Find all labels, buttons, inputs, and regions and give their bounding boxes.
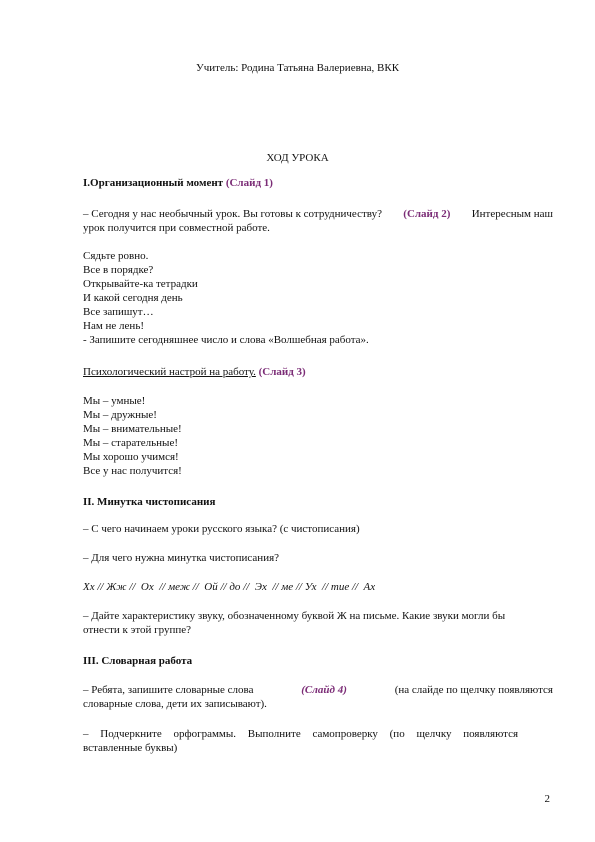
chant-line: Мы – умные! [83, 395, 146, 407]
instruction-line: - Запишите сегодняшнее число и слова «Волшебная работа». [83, 334, 369, 346]
poem-line: Открывайте-ка тетрадки [83, 278, 198, 290]
section3-heading: III. Словарная работа [83, 655, 193, 667]
poem-line: Сядьте ровно. [83, 250, 149, 262]
page-title: ХОД УРОКА [266, 152, 329, 164]
psych-line [83, 366, 306, 378]
paragraph-text: – Сегодня у нас необычный урок. Вы готовы к сотрудничеству? [83, 208, 382, 220]
section1-paragraph-line1 [83, 208, 553, 220]
task-line: отнести к этой группе? [83, 624, 192, 636]
slide-ref: (Слайд 4) [301, 684, 347, 696]
slide-ref: (Слайд 3) [258, 366, 306, 378]
poem-line: И какой сегодня день [83, 292, 183, 304]
chant-line: Все у нас получится! [83, 465, 182, 477]
chant-line: Мы – дружные! [83, 409, 157, 421]
paragraph-text: – Ребята, запишите словарные слова [83, 684, 254, 696]
chant-line: Мы хорошо учимся! [83, 451, 179, 463]
section3-paragraph1-line1 [83, 684, 553, 696]
psych-heading: Психологический настрой на работу. [83, 366, 256, 378]
chant-line: Мы – старательные! [83, 437, 178, 449]
chant-line: Мы – внимательные! [83, 423, 182, 435]
section1-paragraph-line2: урок получится при совместной работе. [83, 222, 270, 234]
section1-heading: I.Организационный момент [83, 177, 224, 189]
teacher-header: Учитель: Родина Татьяна Валериевна, ВКК [195, 62, 400, 74]
section3-paragraph1-line2: словарные слова, дети их записывают). [83, 698, 267, 710]
slide-ref: (Слайд 2) [403, 208, 451, 220]
task-line: – Дайте характеристику звуку, обозначенному буквой Ж на письме. Какие звуки могли бы [83, 610, 506, 622]
poem-line: Все запишут… [83, 306, 154, 318]
section3-paragraph2-line2: вставленные буквы) [83, 742, 178, 754]
poem-line: Все в порядке? [83, 264, 154, 276]
question-line: – С чего начинаем уроки русского языка? (с чистописания) [83, 523, 360, 535]
paragraph-text: – Подчеркните орфограммы. Выполните самопроверку (по щелчку появляются [83, 728, 519, 740]
slide-ref: (Слайд 1) [225, 177, 273, 189]
page-number: 2 [544, 793, 550, 805]
paragraph-text: (на слайде по щелчку появляются [394, 684, 553, 696]
poem-line: Нам не лень! [83, 320, 144, 332]
section2-heading: II. Минутка чистописания [83, 496, 216, 508]
section3-paragraph2-line1 [83, 728, 553, 740]
paragraph-text: Интересным наш [471, 208, 553, 220]
section1-heading-line [83, 177, 273, 189]
calligraphy-letters: Хх // Жж // Ох // меж // Ой // до // Эх // ме // Ух // тие // Ах [83, 581, 376, 593]
question-line: – Для чего нужна минутка чистописания? [83, 552, 280, 564]
